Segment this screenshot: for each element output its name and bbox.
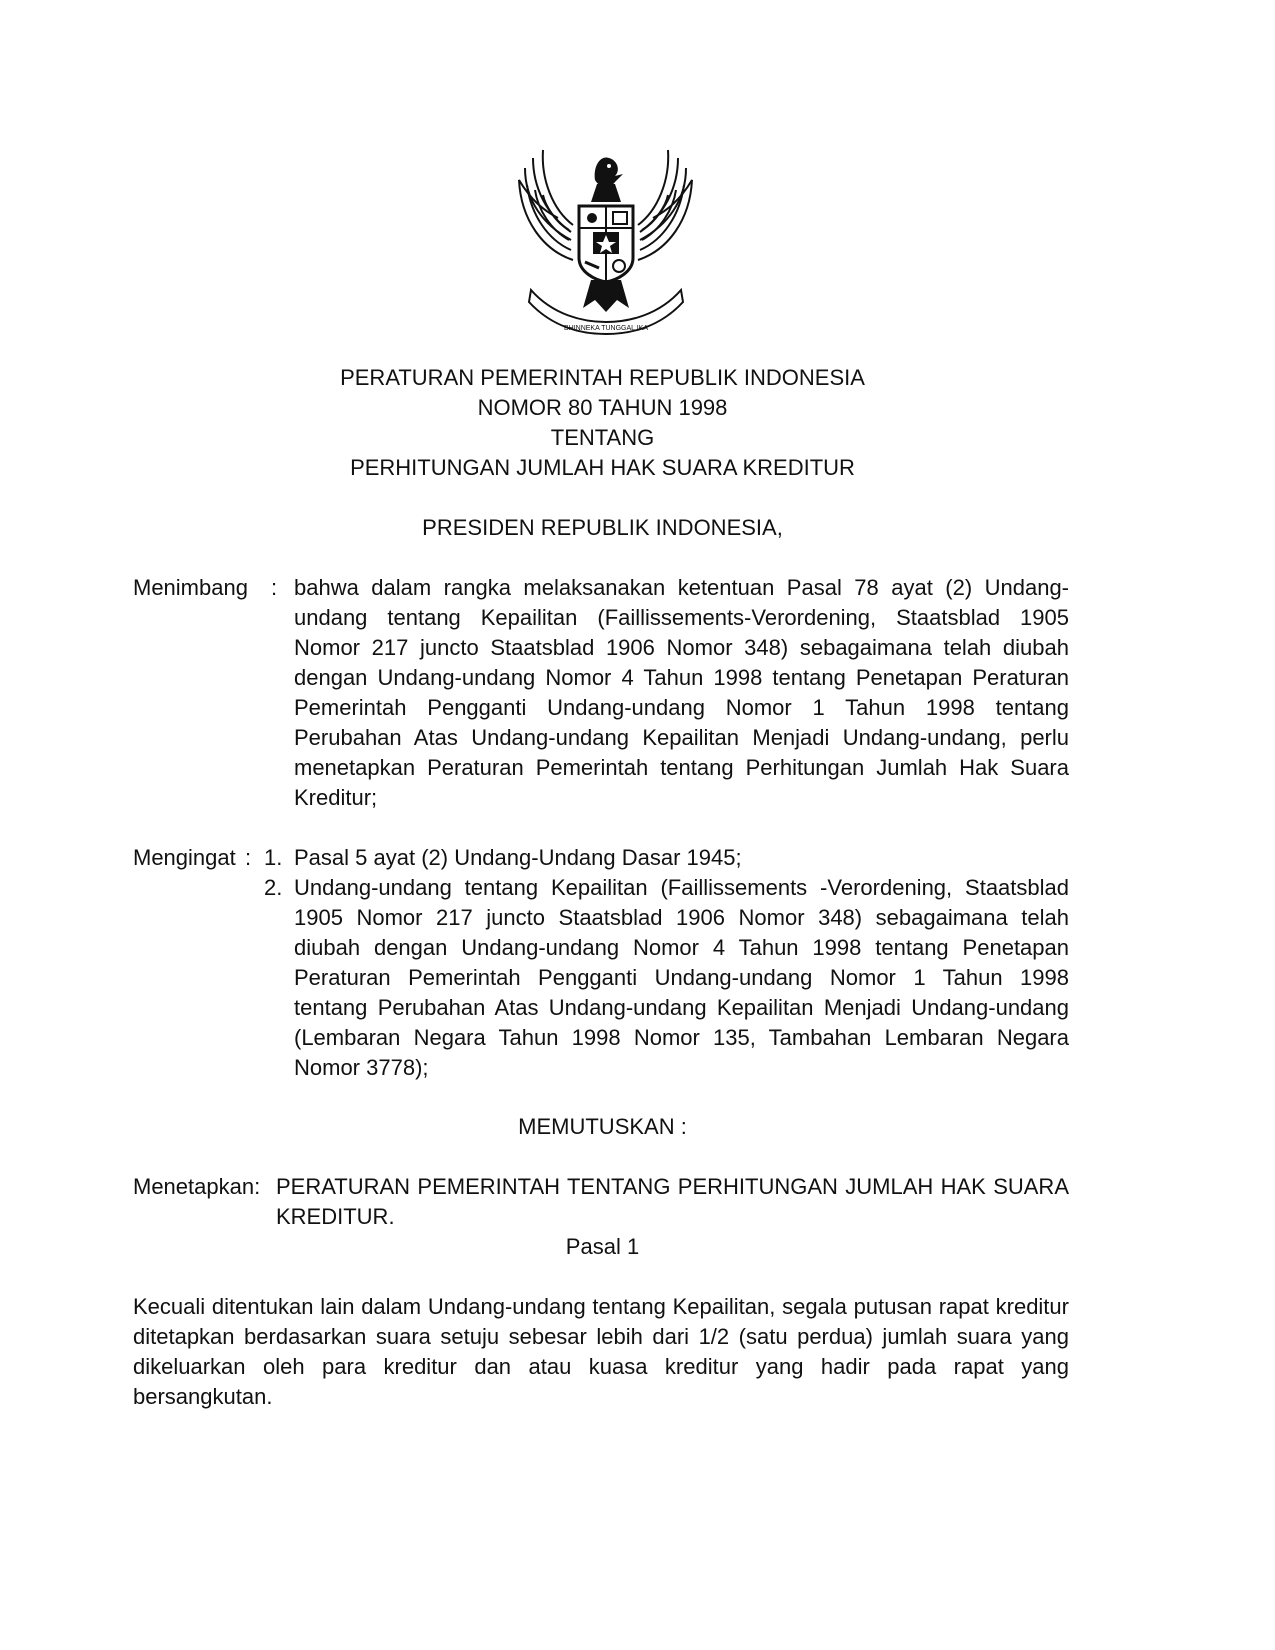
garuda-emblem-icon [513,140,698,335]
mengingat-item-number: 1. [264,845,283,870]
menimbang-text: bahwa dalam rangka melaksanakan ketentuan Pasal 78 ayat (2) Undang-undang tentang Kepailitan (Faillissements-Verordening, Staatsblad 1905 Nomor 217 juncto Staatsblad 1906 Nomor 348) sebagaimana telah diubah dengan Undang-undang Nomor 4 Tahun 1998 tentang Penetapan Peraturan Pemerintah Pengganti Undang-undang Nomor 1 Tahun 1998 tentang Perubahan Atas Undang-undang Kepailitan Menjadi Undang-undang, perlu menetapkan Peraturan Pemerintah tentang Perhitungan Jumlah Hak Suara Kreditur; [294,575,1069,810]
mengingat-label: Mengingat [133,845,236,870]
mengingat-item-number: 2. [264,875,283,900]
pasal-1-heading: Pasal 1 [565,1234,640,1259]
president-heading: PRESIDEN REPUBLIK INDONESIA, [422,515,783,540]
document-about-label: TENTANG [550,425,655,450]
menimbang-colon: : [271,575,278,600]
emblem-ribbon-text: BHINNEKA TUNGGAL IKA [563,325,649,332]
menetapkan-label: Menetapkan: [133,1174,261,1199]
mengingat-item-text: Undang-undang tentang Kepailitan (Faillissements -Verordening, Staatsblad 1905 Nomor 217 juncto Staatsblad 1906 Nomor 348) sebagaimana telah diubah dengan Undang-undang Nomor 4 Tahun 1998 tentang Penetapan Peraturan Pemerintah Pengganti Undang-undang Nomor 1 Tahun 1998 tentang Perubahan Atas Undang-undang Kepailitan Menjadi Undang-undang (Lembaran Negara Tahun 1998 Nomor 135, Tambahan Lembaran Negara Nomor 3778); [294,875,1069,1080]
document-subject: PERHITUNGAN JUMLAH HAK SUARA KREDITUR [350,455,855,480]
mengingat-colon: : [245,845,252,870]
memutuskan-heading: MEMUTUSKAN : [518,1114,687,1139]
pasal-1-text: Kecuali ditentukan lain dalam Undang-undang tentang Kepailitan, segala putusan rapat kreditur ditetapkan berdasarkan suara setuju sebesar lebih dari 1/2 (satu perdua) jumlah suara yang dikeluarkan oleh para kreditur dan atau kuasa kreditur yang hadir pada rapat yang bersangkutan. [133,1294,1069,1409]
menimbang-label: Menimbang [133,575,248,600]
document-title: PERATURAN PEMERINTAH REPUBLIK INDONESIA [340,365,865,390]
menetapkan-text: PERATURAN PEMERINTAH TENTANG PERHITUNGAN JUMLAH HAK SUARA KREDITUR. [276,1174,1069,1229]
document-number: NOMOR 80 TAHUN 1998 [477,395,728,420]
mengingat-item-text: Pasal 5 ayat (2) Undang-Undang Dasar 1945; [294,845,742,870]
